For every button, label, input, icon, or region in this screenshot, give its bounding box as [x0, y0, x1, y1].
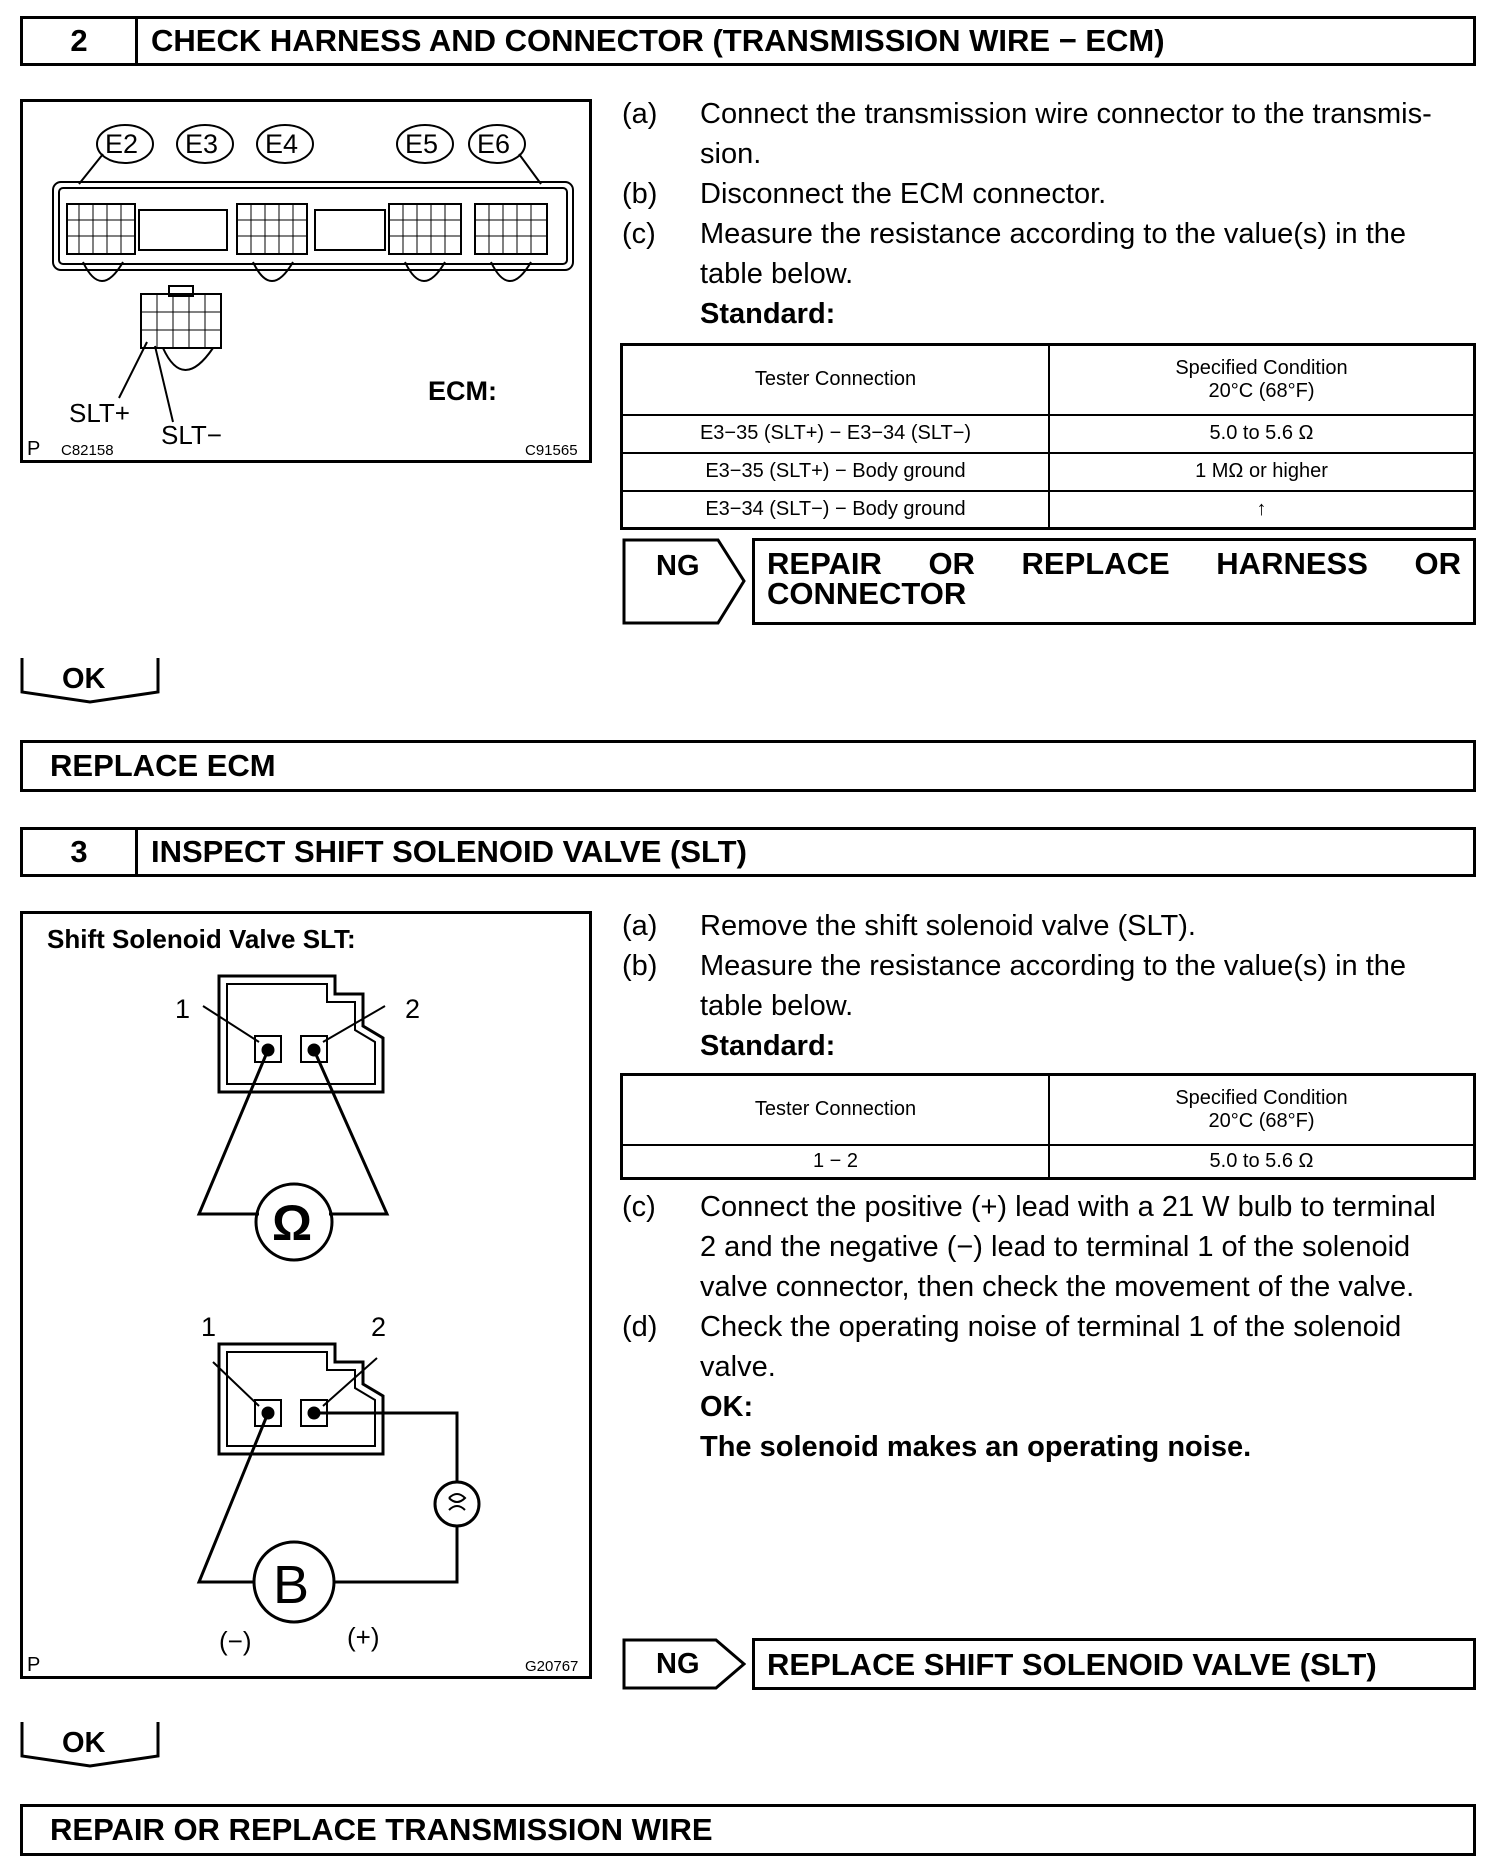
slt-minus-label: SLT− [161, 420, 222, 450]
connector-e3-label: E3 [185, 129, 219, 159]
step-3-instructions-ab [622, 906, 1476, 1066]
connector-e4-label: E4 [265, 129, 299, 159]
step-2-title: CHECK HARNESS AND CONNECTOR (TRANSMISSION WIRE − ECM) [151, 23, 1165, 58]
positive-label: (+) [347, 1622, 380, 1652]
e2-socket [67, 204, 135, 254]
instruction-c: (c) Measure the resistance according to the value(s) in the table below. Standard: [622, 214, 1476, 334]
standard-label: Standard: [700, 1030, 836, 1062]
connector-e5-label: E5 [405, 129, 439, 159]
instruction-d: (d) Check the operating noise of terminal 1 of the solenoid valve. OK: The solenoid makes an operating noise. [622, 1307, 1476, 1467]
battery-symbol: B [273, 1555, 310, 1615]
table-header-tester: Tester Connection [622, 1075, 1050, 1145]
ng-tag-label: NG [656, 1648, 700, 1680]
table-row: E3−35 (SLT+) − E3−34 (SLT−) 5.0 to 5.6 Ω [622, 415, 1475, 453]
step-3-header [20, 827, 1476, 877]
instruction-b: (b) Disconnect the ECM connector. [622, 178, 1107, 210]
negative-label: (−) [219, 1626, 252, 1656]
table-header-condition: Specified Condition 20°C (68°F) [1049, 1075, 1475, 1145]
shift-solenoid-figure [20, 911, 592, 1679]
table-header-tester: Tester Connection [622, 345, 1050, 415]
ecm-body [53, 182, 573, 270]
e5-socket [389, 204, 461, 254]
slt-plus-label: SLT+ [69, 398, 130, 428]
step-3-number: 3 [23, 830, 138, 874]
step-2-ng-result [622, 538, 1476, 625]
e6-socket [475, 204, 547, 254]
top-connector-outline [219, 976, 383, 1092]
step-2-spec-table [620, 343, 1476, 530]
ng-action-text: REPLACE SHIFT SOLENOID VALVE (SLT) [752, 1638, 1476, 1690]
solenoid-figure-title: Shift Solenoid Valve SLT: [47, 924, 356, 954]
instruction-a: (a) Remove the shift solenoid valve (SLT). [622, 910, 1196, 942]
instruction-a: (a) Connect the transmission wire connector to the transmis- sion. [622, 98, 1432, 170]
step-3-final-result: REPAIR OR REPLACE TRANSMISSION WIRE [20, 1804, 1476, 1856]
table-row: E3−35 (SLT+) − Body ground 1 MΩ or higher [622, 453, 1475, 491]
figure-corner-p: P [27, 438, 41, 460]
top-pin-2-label: 2 [405, 994, 421, 1024]
figure-corner-p: P [27, 1654, 41, 1676]
ok-criterion: The solenoid makes an operating noise. [700, 1431, 1252, 1463]
e4-socket [237, 204, 307, 254]
figure-code-right: G20767 [525, 1658, 579, 1675]
step-3-instructions-cd [622, 1187, 1476, 1467]
step-2-final-result: REPLACE ECM [20, 740, 1476, 792]
top-pin-1-label: 1 [175, 994, 191, 1024]
bulb-icon [435, 1482, 479, 1526]
step-2-number: 2 [23, 19, 138, 63]
step-2-ok-tag: OK [20, 656, 160, 704]
step-3-ng-result [622, 1638, 1476, 1690]
figure-code-right: C91565 [525, 442, 578, 459]
bottom-pin-1-label: 1 [201, 1312, 217, 1342]
ecm-connector-figure [20, 99, 592, 463]
table-row: 1 − 2 5.0 to 5.6 Ω [622, 1145, 1475, 1179]
ok-heading: OK: [700, 1391, 754, 1423]
ng-action-text: REPAIR OR REPLACE HARNESS OR CONNECTOR [752, 538, 1476, 625]
e3-connector-plug [141, 294, 221, 348]
table-header-condition: Specified Condition 20°C (68°F) [1049, 345, 1475, 415]
step-2-instructions [622, 94, 1476, 334]
figure-code-left: C82158 [61, 442, 114, 459]
step-3-ok-tag: OK [20, 1720, 160, 1768]
standard-label: Standard: [700, 298, 836, 330]
ng-tag-label: NG [656, 550, 700, 582]
connector-e2-label: E2 [105, 129, 139, 159]
ecm-label: ECM: [428, 376, 497, 406]
step-2-header [20, 16, 1476, 66]
instruction-c: (c) Connect the positive (+) lead with a 21 W bulb to terminal 2 and the negative (−) lead to terminal 1 of the solenoid valve connector, then check the movement of the valve. [622, 1191, 1436, 1303]
connector-e6-label: E6 [477, 129, 511, 159]
instruction-b: (b) Measure the resistance according to the value(s) in the table below. Standard: [622, 946, 1476, 1066]
table-row: E3−34 (SLT−) − Body ground ↑ [622, 491, 1475, 529]
bottom-pin-2-label: 2 [371, 1312, 387, 1342]
step-3-spec-table [620, 1073, 1476, 1180]
step-3-title: INSPECT SHIFT SOLENOID VALVE (SLT) [151, 834, 747, 869]
ohm-symbol: Ω [272, 1195, 313, 1251]
